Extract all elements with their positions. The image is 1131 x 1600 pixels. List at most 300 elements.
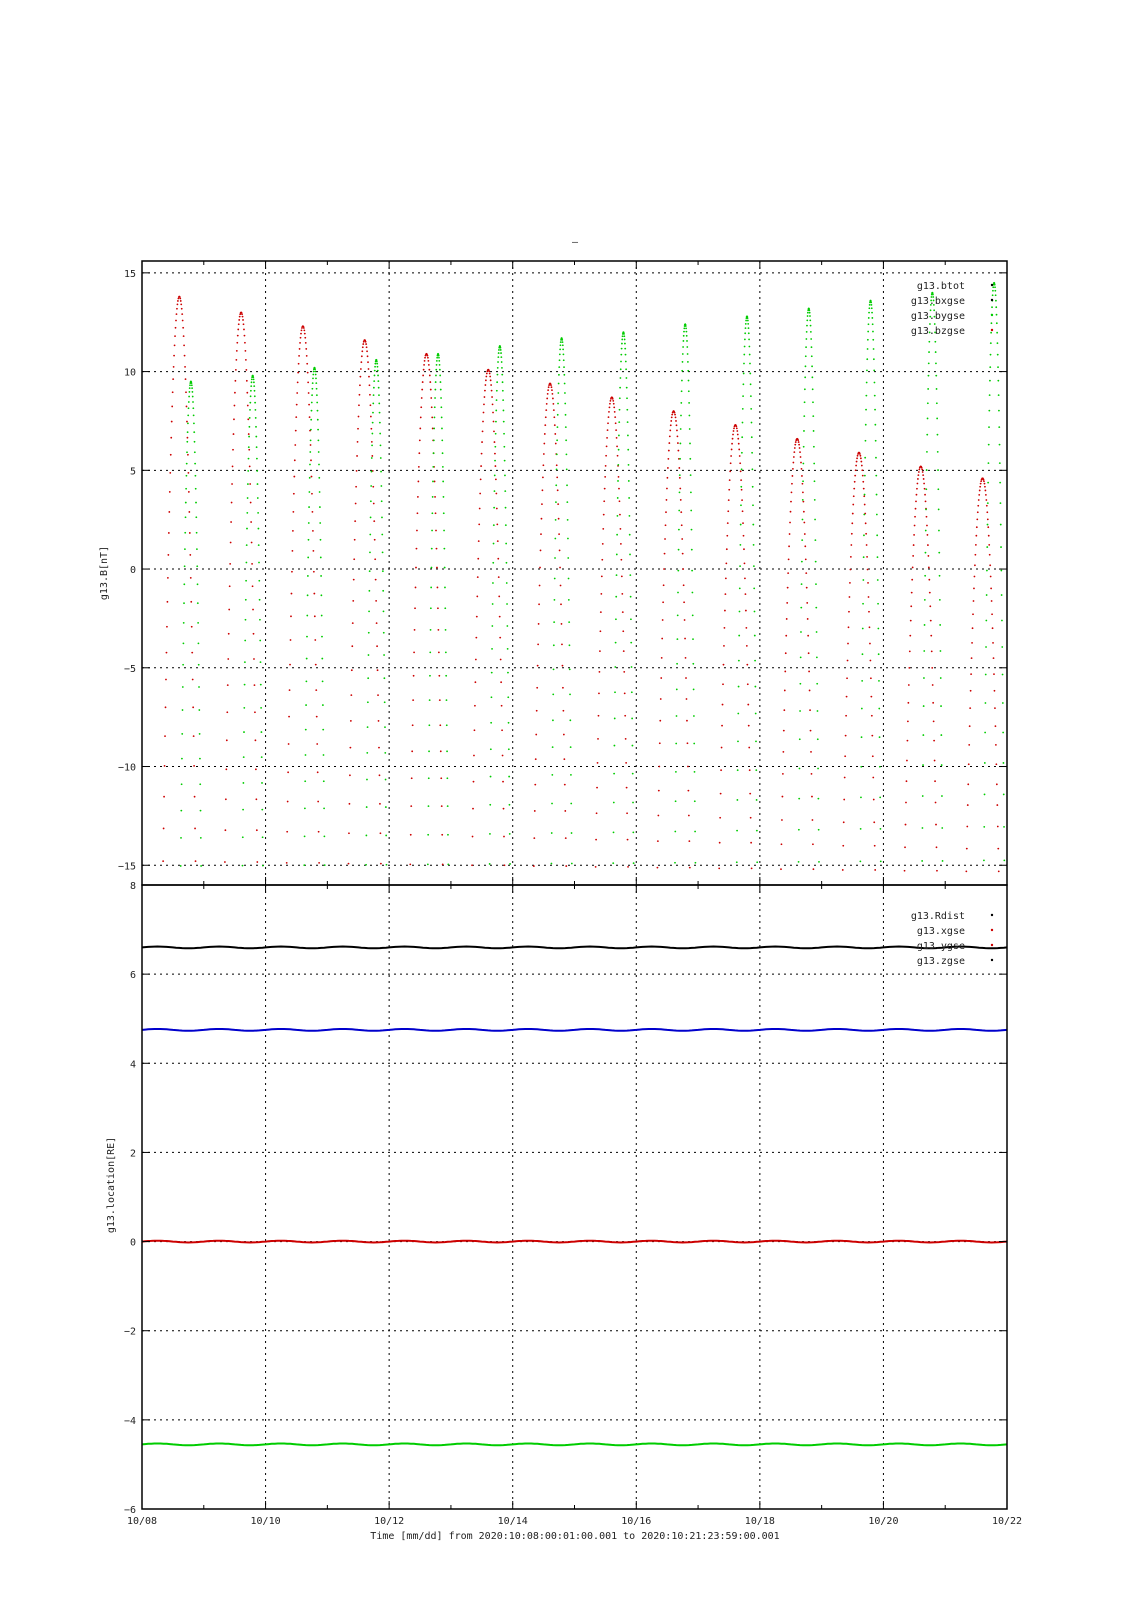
- data-point: [430, 629, 432, 631]
- data-point: [293, 493, 295, 495]
- data-point: [609, 407, 611, 409]
- data-point: [683, 584, 685, 586]
- data-point: [564, 392, 566, 394]
- data-point: [412, 724, 414, 726]
- data-point: [925, 488, 927, 490]
- data-point: [855, 465, 857, 467]
- data-point: [237, 335, 239, 337]
- data-point: [922, 734, 924, 736]
- data-point: [566, 501, 568, 503]
- data-point: [199, 733, 201, 735]
- data-point: [556, 464, 558, 466]
- data-point: [430, 397, 432, 399]
- data-point: [322, 680, 324, 682]
- data-point: [668, 442, 670, 444]
- magnetic-field-panel: [99, 261, 1007, 885]
- data-point: [500, 352, 502, 354]
- data-point: [311, 388, 313, 390]
- data-point: [372, 486, 374, 488]
- data-point: [370, 404, 372, 406]
- data-point: [629, 554, 631, 556]
- data-point: [490, 722, 492, 724]
- data-point: [243, 731, 245, 733]
- data-point: [367, 355, 369, 357]
- data-point: [749, 373, 751, 375]
- data-point: [429, 381, 431, 383]
- data-point: [816, 683, 818, 685]
- data-point: [671, 416, 673, 418]
- data-point: [416, 530, 418, 532]
- data-point: [558, 533, 560, 535]
- data-point: [680, 402, 682, 404]
- data-point: [535, 758, 537, 760]
- data-point: [305, 348, 307, 350]
- data-point: [873, 821, 875, 823]
- data-point: [503, 421, 505, 423]
- location-panel: [106, 881, 1007, 1516]
- data-point: [861, 736, 863, 738]
- data-point: [505, 507, 507, 509]
- data-point: [367, 701, 369, 703]
- data-point: [976, 518, 978, 520]
- data-point: [864, 457, 866, 459]
- data-point: [990, 354, 992, 356]
- data-point: [986, 511, 988, 513]
- data-point: [372, 403, 374, 405]
- data-point: [318, 862, 320, 864]
- location-grid: [142, 885, 1007, 1509]
- data-point: [940, 677, 942, 679]
- data-point: [431, 530, 433, 532]
- data-point: [445, 675, 447, 677]
- data-point: [1000, 502, 1002, 504]
- data-point: [690, 474, 692, 476]
- data-point: [235, 359, 237, 361]
- data-point: [874, 382, 876, 384]
- data-point: [1003, 859, 1005, 861]
- data-point: [539, 585, 541, 587]
- data-point: [501, 374, 503, 376]
- data-point: [439, 375, 441, 377]
- data-point: [442, 452, 444, 454]
- data-point: [558, 374, 560, 376]
- data-point: [622, 335, 624, 337]
- data-point: [499, 616, 501, 618]
- data-point: [862, 475, 864, 477]
- data-point: [624, 339, 626, 341]
- data-point: [805, 572, 807, 574]
- data-point: [805, 365, 807, 367]
- data-point: [997, 342, 999, 344]
- data-point: [379, 412, 381, 414]
- data-point: [563, 366, 565, 368]
- data-point: [802, 483, 804, 485]
- data-point: [679, 477, 681, 479]
- data-point: [479, 508, 481, 510]
- data-point: [378, 387, 380, 389]
- data-point: [869, 304, 871, 306]
- y-tick-label: −4: [123, 1415, 136, 1427]
- data-point: [419, 439, 421, 441]
- data-point: [745, 627, 747, 629]
- data-point: [912, 555, 914, 557]
- data-point: [255, 768, 257, 770]
- data-point: [661, 638, 663, 640]
- data-point: [626, 812, 628, 814]
- data-point: [379, 774, 381, 776]
- data-point: [323, 780, 325, 782]
- data-point: [692, 663, 694, 665]
- data-point: [784, 690, 786, 692]
- data-point: [562, 665, 564, 667]
- data-point: [534, 784, 536, 786]
- data-point: [192, 679, 194, 681]
- data-point: [535, 734, 537, 736]
- data-point: [599, 650, 601, 652]
- data-point: [660, 677, 662, 679]
- data-point: [803, 415, 805, 417]
- data-point: [683, 331, 685, 333]
- data-point: [313, 571, 315, 573]
- data-point: [659, 720, 661, 722]
- data-point: [803, 511, 805, 513]
- data-point: [932, 684, 934, 686]
- data-point: [261, 809, 263, 811]
- data-point: [922, 764, 924, 766]
- data-point: [729, 470, 731, 472]
- data-point: [816, 657, 818, 659]
- data-point: [255, 426, 257, 428]
- data-point: [421, 389, 423, 391]
- data-point: [187, 422, 189, 424]
- data-point: [491, 625, 493, 627]
- data-point: [878, 708, 880, 710]
- data-point: [632, 802, 634, 804]
- data-point: [812, 868, 814, 870]
- data-point: [905, 824, 907, 826]
- data-point: [381, 500, 383, 502]
- data-point: [307, 575, 309, 577]
- data-point: [312, 530, 314, 532]
- data-point: [494, 446, 496, 448]
- data-point: [551, 389, 553, 391]
- data-point: [619, 514, 621, 516]
- data-point: [495, 410, 497, 412]
- data-point: [942, 860, 944, 862]
- data-point: [924, 488, 926, 490]
- data-point: [994, 286, 996, 288]
- data-point: [498, 352, 500, 354]
- data-point: [411, 777, 413, 779]
- data-point: [726, 535, 728, 537]
- data-point: [491, 672, 493, 674]
- data-point: [686, 340, 688, 342]
- data-point: [744, 332, 746, 334]
- data-point: [224, 829, 226, 831]
- data-point: [990, 332, 992, 334]
- data-point: [732, 438, 734, 440]
- data-point: [676, 430, 678, 432]
- data-point: [853, 488, 855, 490]
- legend-label: g13.Rdist: [910, 911, 965, 922]
- data-point: [971, 657, 973, 659]
- data-point: [446, 699, 448, 701]
- data-point: [815, 561, 817, 563]
- data-point: [685, 327, 687, 329]
- data-point: [498, 349, 500, 351]
- data-point: [877, 603, 879, 605]
- data-point: [871, 715, 873, 717]
- data-point: [803, 430, 805, 432]
- data-point: [756, 861, 758, 863]
- data-point: [746, 664, 748, 666]
- data-point: [741, 499, 743, 501]
- data-point: [375, 579, 377, 581]
- data-point: [618, 435, 620, 437]
- data-point: [378, 720, 380, 722]
- data-point: [444, 567, 446, 569]
- data-point: [812, 819, 814, 821]
- data-point: [186, 451, 188, 453]
- data-point: [490, 379, 492, 381]
- data-point: [432, 496, 434, 498]
- data-point: [180, 837, 182, 839]
- data-point: [606, 437, 608, 439]
- data-point: [922, 795, 924, 797]
- data-point: [259, 599, 261, 601]
- data-point: [996, 332, 998, 334]
- x-tick-label: 10/08: [126, 1516, 158, 1527]
- data-point: [377, 375, 379, 377]
- magnetic-field-frame: [142, 261, 1007, 885]
- data-point: [311, 394, 313, 396]
- data-point: [790, 501, 792, 503]
- data-point: [193, 735, 195, 737]
- data-point: [934, 780, 936, 782]
- data-point: [195, 516, 197, 518]
- data-point: [739, 462, 741, 464]
- data-point: [351, 645, 353, 647]
- data-point: [747, 323, 749, 325]
- y-tick-label: −6: [123, 1505, 136, 1516]
- data-point: [354, 520, 356, 522]
- data-point: [844, 755, 846, 757]
- data-point: [250, 395, 252, 397]
- data-point: [288, 743, 290, 745]
- data-point: [308, 404, 310, 406]
- data-point: [804, 545, 806, 547]
- data-point: [496, 381, 498, 383]
- data-point: [627, 839, 629, 841]
- data-point: [995, 744, 997, 746]
- data-point: [493, 524, 495, 526]
- data-point: [306, 355, 308, 357]
- data-point: [848, 611, 850, 613]
- data-point: [286, 831, 288, 833]
- data-point: [320, 594, 322, 596]
- data-point: [801, 475, 803, 477]
- data-point: [743, 363, 745, 365]
- data-point: [371, 471, 373, 473]
- data-point: [808, 671, 810, 673]
- data-point: [384, 752, 386, 754]
- data-point: [792, 462, 794, 464]
- data-point: [750, 842, 752, 844]
- data-point: [533, 837, 535, 839]
- data-point: [720, 793, 722, 795]
- data-point: [923, 677, 925, 679]
- data-point: [183, 643, 185, 645]
- data-point: [844, 777, 846, 779]
- data-point: [623, 335, 625, 337]
- data-point: [622, 630, 624, 632]
- data-point: [692, 614, 694, 616]
- data-point: [984, 762, 986, 764]
- data-point: [732, 434, 734, 436]
- data-point: [554, 599, 556, 601]
- data-point: [733, 427, 735, 429]
- data-point: [565, 426, 567, 428]
- data-point: [251, 378, 253, 380]
- data-point: [491, 396, 493, 398]
- data-point: [299, 348, 301, 350]
- data-point: [288, 716, 290, 718]
- data-point: [678, 510, 680, 512]
- data-point: [863, 556, 865, 558]
- data-point: [199, 783, 201, 785]
- data-point: [195, 860, 197, 862]
- data-point: [847, 660, 849, 662]
- data-point: [605, 455, 607, 457]
- data-point: [251, 542, 253, 544]
- data-point: [675, 800, 677, 802]
- data-point: [751, 468, 753, 470]
- data-point: [253, 385, 255, 387]
- data-point: [809, 312, 811, 314]
- legend-marker: [991, 944, 993, 946]
- data-point: [664, 538, 666, 540]
- data-point: [682, 353, 684, 355]
- data-point: [447, 805, 449, 807]
- data-point: [245, 369, 247, 371]
- data-point: [797, 439, 799, 441]
- data-point: [566, 484, 568, 486]
- data-point: [622, 611, 624, 613]
- data-point: [434, 496, 436, 498]
- data-point: [738, 635, 740, 637]
- data-point: [490, 748, 492, 750]
- data-point: [311, 402, 313, 404]
- data-point: [937, 434, 939, 436]
- data-point: [657, 840, 659, 842]
- data-point: [433, 452, 435, 454]
- data-point: [377, 694, 379, 696]
- data-point: [814, 539, 816, 541]
- data-point: [599, 630, 601, 632]
- location-y-ticks: [124, 881, 1007, 1516]
- data-point: [496, 390, 498, 392]
- data-point: [501, 729, 503, 731]
- data-point: [998, 410, 1000, 412]
- data-point: [873, 799, 875, 801]
- data-point: [241, 313, 243, 315]
- data-point: [807, 312, 809, 314]
- data-point: [921, 467, 923, 469]
- data-point: [381, 517, 383, 519]
- data-point: [670, 420, 672, 422]
- data-point: [601, 559, 603, 561]
- data-point: [382, 551, 384, 553]
- data-point: [988, 410, 990, 412]
- data-point: [616, 534, 618, 536]
- data-point: [188, 511, 190, 513]
- data-point: [569, 694, 571, 696]
- data-point: [969, 725, 971, 727]
- data-point: [322, 704, 324, 706]
- data-point: [496, 399, 498, 401]
- data-point: [310, 444, 312, 446]
- data-point: [318, 464, 320, 466]
- data-point: [558, 383, 560, 385]
- data-point: [748, 332, 750, 334]
- data-point: [788, 545, 790, 547]
- data-point: [322, 729, 324, 731]
- data-point: [691, 549, 693, 551]
- data-point: [186, 406, 188, 408]
- data-point: [383, 677, 385, 679]
- data-point: [874, 409, 876, 411]
- data-point: [431, 567, 433, 569]
- data-point: [871, 317, 873, 319]
- data-point: [843, 821, 845, 823]
- data-point: [431, 417, 433, 419]
- data-point: [906, 760, 908, 762]
- data-point: [620, 543, 622, 545]
- data-point: [428, 364, 430, 366]
- data-point: [557, 403, 559, 405]
- data-point: [742, 422, 744, 424]
- data-point: [232, 449, 234, 451]
- data-point: [378, 747, 380, 749]
- data-point: [314, 371, 316, 373]
- data-point: [724, 593, 726, 595]
- data-point: [260, 684, 262, 686]
- data-point: [184, 532, 186, 534]
- data-point: [560, 344, 562, 346]
- data-point: [680, 428, 682, 430]
- data-point: [790, 511, 792, 513]
- data-point: [309, 464, 311, 466]
- data-point: [506, 603, 508, 605]
- data-point: [976, 526, 978, 528]
- data-point: [860, 828, 862, 830]
- data-point: [1003, 826, 1005, 828]
- data-point: [680, 415, 682, 417]
- data-point: [357, 441, 359, 443]
- data-point: [690, 510, 692, 512]
- data-point: [799, 447, 801, 449]
- data-point: [380, 863, 382, 865]
- data-point: [443, 496, 445, 498]
- data-point: [199, 758, 201, 760]
- data-point: [813, 446, 815, 448]
- data-point: [988, 544, 990, 546]
- data-point: [744, 346, 746, 348]
- data-point: [374, 375, 376, 377]
- data-point: [613, 403, 615, 405]
- data-point: [617, 455, 619, 457]
- data-point: [754, 686, 756, 688]
